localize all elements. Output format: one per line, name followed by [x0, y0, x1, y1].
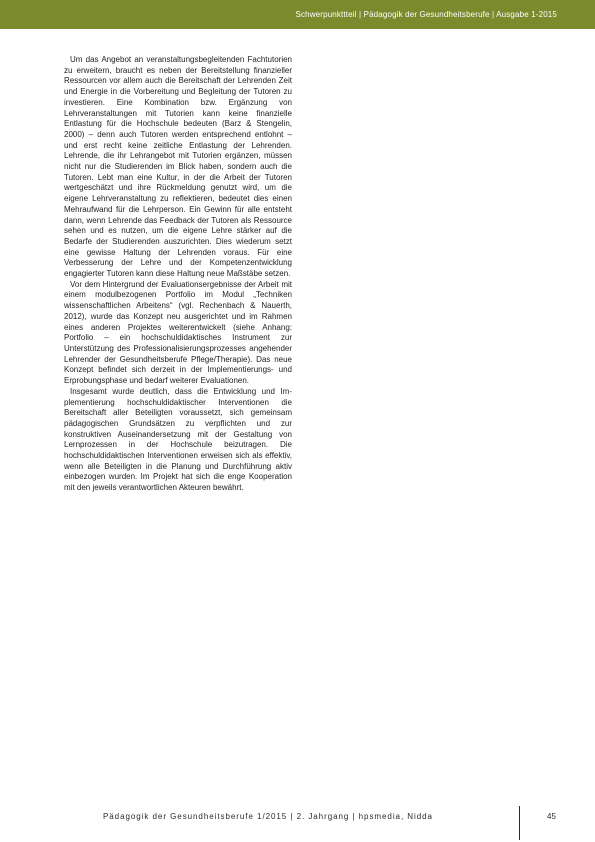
footer-journal-info: Pädagogik der Gesundheitsberufe 1/2015 | 2. Jahrgang | hpsmedia, Nidda	[103, 812, 433, 821]
body-paragraph: Vor dem Hintergrund der Evaluationsergebnisse der Arbeit mit einem modulbezogenen Portfolio im Modul „Techniken wissenschaftlichen Arbeitens“ (vgl. Rechenbach & Nauerth, 2012), wurde das Konzept neu ausgerichtet und im Rahmen eines anderen Projektes weiterentwickelt (siehe Anhang: Portfolio – ein hochschuldidaktisches Instrument zur Unterstützung des Professionalisierungsprozesses angehender Lehrender der Gesundheitsberufe Pflege/Therapie). Das neue Konzept befindet sich derzeit in der Implementierungs- und Erprobungsphase und bedarf weiterer Evaluationen.	[64, 279, 292, 386]
footer-divider	[519, 806, 520, 840]
running-header: Schwerpunkttteil | Pädagogik der Gesundheitsberufe | Ausgabe 1-2015	[295, 10, 557, 19]
page-number: 45	[547, 812, 556, 821]
body-paragraph: Um das Angebot an veranstaltungsbegleitenden Fachtutorien zu erweitern, braucht es neben der Bereitstellung finanzieller Ressourcen vor allem auch die Bereitschaft der Lehrenden Zeit und Energie in die Vorbereitung und Begleitung der Tutoren zu investieren. Eine Kombination bzw. Ergänzung von Lehrveranstaltungen mit Tutorien kann keine finanzielle Entlastung für die Hochschule bedeuten (Barz & Stengelin, 2000) – denn auch Tutoren werden entsprechend entlohnt – und erst recht keine zeitliche Entlastung der Lehrenden. Lehrende, die ihr Lehrangebot mit Tutorien ergänzen, müssen nicht nur die Studierenden im Blick haben, sondern auch die Tutoren. Lebt man eine Kultur, in der die Arbeit der Tutoren wertgeschätzt und ihre Rückmeldung genutzt wird, um die eigene Lehrveranstaltung zu reflektieren, bedeutet dies einen Mehraufwand für die Lehrperson. Ein Gewinn für alle entsteht dann, wenn Lehrende das Feedback der Tutoren als Ressource sehen und es nutzen, um die eigene Lehre stärker auf die Bedarfe der Studierenden auszurichten. Dies wiederum setzt eine gewisse Haltung der Lehrenden voraus. Für eine Verbesserung der Lehre und der Kompetenzentwicklung engagierter Tutoren kann diese Haltung neue Maßstäbe setzen.	[64, 55, 292, 279]
text-column	[64, 55, 292, 494]
header-bar	[0, 0, 595, 29]
body-paragraph: Insgesamt wurde deutlich, dass die Entwicklung und Implementierung hochschuldidaktischer Interventionen die Bereitschaft aller Beteiligten voraussetzt, sich gemeinsam pädagogischen Grundsätzen zu verpflichten und zur konstruktiven Auseinandersetzung mit der Gestaltung von Lernprozessen in der Hochschule beizutragen. Die hochschuldidaktischen Interventionen erweisen sich als effektiv, wenn alle Beteiligten in die Planung und Durchführung aktiv einbezogen wurden. Im Projekt hat sich die enge Kooperation mit den jeweils verantwortlichen Akteuren bewährt.	[64, 386, 292, 493]
